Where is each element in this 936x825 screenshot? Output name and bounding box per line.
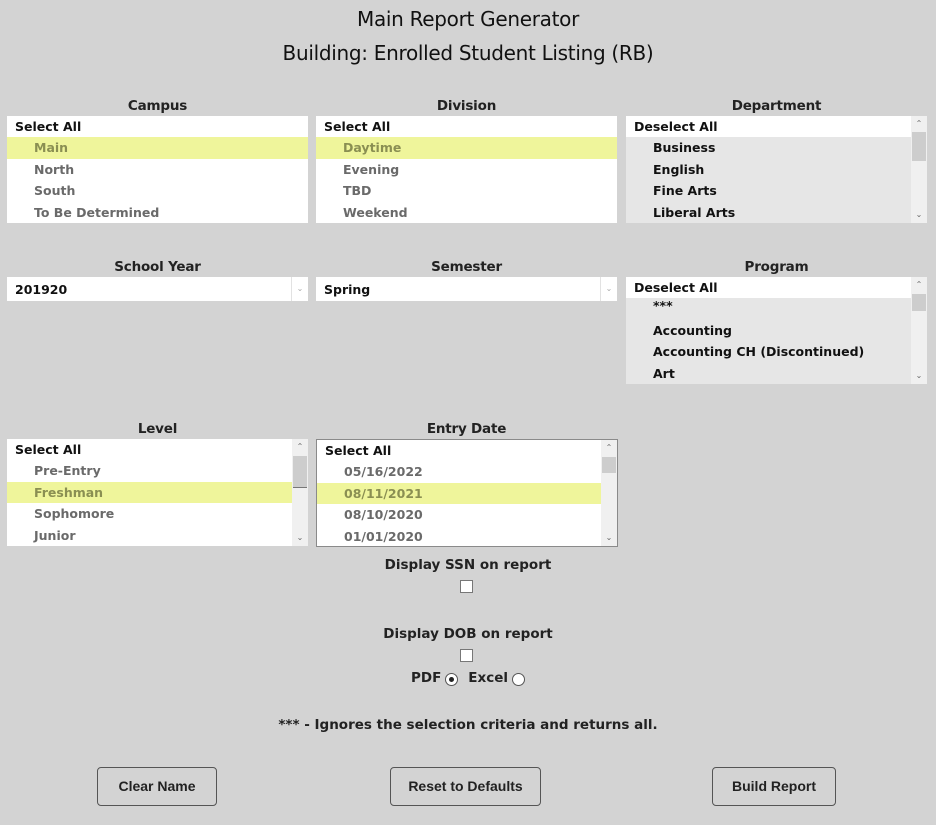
reset-defaults-button[interactable]: Reset to Defaults: [390, 767, 541, 806]
level-scrollbar[interactable]: [292, 439, 308, 546]
semester-field: [316, 257, 617, 301]
entry-date-scrollbar[interactable]: [601, 440, 617, 546]
display-ssn-checkbox[interactable]: [460, 580, 473, 593]
division-option-daytime[interactable]: Daytime: [316, 137, 617, 158]
campus-option-main[interactable]: Main: [7, 137, 308, 158]
level-option-freshman[interactable]: Freshman: [7, 482, 292, 503]
entry-date-option-2[interactable]: 08/11/2021: [317, 483, 601, 504]
school-year-field: [7, 257, 308, 301]
level-option-pre-entry[interactable]: Pre-Entry: [34, 463, 101, 479]
campus-select-all[interactable]: Select All: [7, 116, 308, 137]
program-deselect-all[interactable]: Deselect All: [626, 277, 911, 298]
level-option-sophomore[interactable]: Sophomore: [34, 506, 115, 522]
department-option-english[interactable]: English: [653, 161, 705, 177]
page-title: Main Report Generator: [356, 7, 580, 31]
entry-date-scroll-thumb[interactable]: [602, 457, 616, 473]
chevron-down-icon[interactable]: ⌄: [605, 533, 613, 542]
program-option-accounting[interactable]: Accounting: [653, 322, 732, 338]
chevron-down-icon[interactable]: ⌄: [600, 277, 617, 301]
level-label: Level: [137, 421, 178, 437]
chevron-up-icon[interactable]: ⌃: [915, 119, 923, 128]
level-scroll-thumb[interactable]: [293, 456, 307, 488]
department-label: Department: [731, 98, 822, 114]
program-option-accounting-ch[interactable]: Accounting CH (Discontinued): [653, 344, 865, 360]
campus-listbox[interactable]: [7, 116, 308, 223]
program-scrollbar[interactable]: [911, 277, 927, 384]
wildcard-note: *** - Ignores the selection criteria and returns all.: [278, 717, 658, 733]
program-listbox[interactable]: [626, 277, 927, 384]
department-option-business[interactable]: Business: [653, 140, 716, 156]
department-listbox[interactable]: [626, 116, 927, 223]
campus-label: Campus: [127, 98, 188, 114]
display-ssn-label: Display SSN on report: [384, 557, 552, 573]
entry-date-field: [316, 419, 617, 547]
level-select-all[interactable]: Select All: [7, 439, 292, 460]
campus-field: [7, 96, 308, 223]
semester-label: Semester: [431, 259, 502, 275]
program-option-all-wildcard[interactable]: ***: [653, 298, 673, 314]
program-option-art[interactable]: Art: [653, 365, 675, 381]
department-option-fine-arts[interactable]: Fine Arts: [653, 183, 717, 199]
program-field: [626, 257, 927, 384]
pdf-label: PDF: [410, 670, 442, 686]
division-option-tbd[interactable]: TBD: [343, 183, 372, 199]
school-year-value: 201920: [15, 282, 68, 297]
program-scroll-thumb[interactable]: [912, 294, 926, 311]
level-field: [7, 419, 308, 546]
semester-dropdown[interactable]: [316, 277, 617, 301]
output-format-group: [0, 670, 936, 686]
pdf-radio[interactable]: [445, 673, 458, 686]
level-listbox[interactable]: [7, 439, 308, 546]
program-label: Program: [744, 259, 809, 275]
entry-date-option-1[interactable]: 05/16/2022: [344, 464, 423, 480]
division-label: Division: [436, 98, 497, 114]
chevron-up-icon[interactable]: ⌃: [605, 443, 613, 452]
display-dob-checkbox[interactable]: [460, 649, 473, 662]
division-select-all[interactable]: Select All: [316, 116, 617, 137]
department-scroll-thumb[interactable]: [912, 132, 926, 161]
entry-date-option-3[interactable]: 08/10/2020: [344, 507, 423, 523]
semester-value: Spring: [324, 282, 371, 297]
chevron-up-icon[interactable]: ⌃: [915, 280, 923, 289]
entry-date-select-all[interactable]: Select All: [317, 440, 601, 461]
entry-date-listbox[interactable]: [316, 439, 618, 547]
campus-option-south[interactable]: South: [34, 183, 76, 199]
division-field: [316, 96, 617, 223]
school-year-label: School Year: [114, 259, 201, 275]
entry-date-label: Entry Date: [426, 421, 507, 437]
excel-radio[interactable]: [512, 673, 525, 686]
report-subtitle: Building: Enrolled Student Listing (RB): [282, 41, 654, 65]
campus-option-north[interactable]: North: [34, 161, 75, 177]
chevron-down-icon[interactable]: ⌄: [915, 371, 923, 380]
chevron-up-icon[interactable]: ⌃: [296, 442, 304, 451]
division-listbox[interactable]: [316, 116, 617, 223]
school-year-dropdown[interactable]: [7, 277, 308, 301]
department-option-liberal-arts[interactable]: Liberal Arts: [653, 204, 736, 220]
entry-date-option-4[interactable]: 01/01/2020: [344, 528, 423, 544]
display-dob-label: Display DOB on report: [383, 626, 553, 642]
division-option-evening[interactable]: Evening: [343, 161, 400, 177]
chevron-down-icon[interactable]: ⌄: [296, 533, 304, 542]
department-scrollbar[interactable]: [911, 116, 927, 223]
campus-option-tbd[interactable]: To Be Determined: [34, 204, 160, 220]
level-option-junior[interactable]: Junior: [34, 527, 76, 543]
build-report-button[interactable]: Build Report: [712, 767, 836, 806]
division-option-weekend[interactable]: Weekend: [343, 204, 408, 220]
department-field: [626, 96, 927, 223]
excel-label: Excel: [468, 670, 509, 686]
chevron-down-icon[interactable]: ⌄: [291, 277, 308, 301]
clear-name-button[interactable]: Clear Name: [97, 767, 217, 806]
department-deselect-all[interactable]: Deselect All: [626, 116, 911, 137]
chevron-down-icon[interactable]: ⌄: [915, 210, 923, 219]
